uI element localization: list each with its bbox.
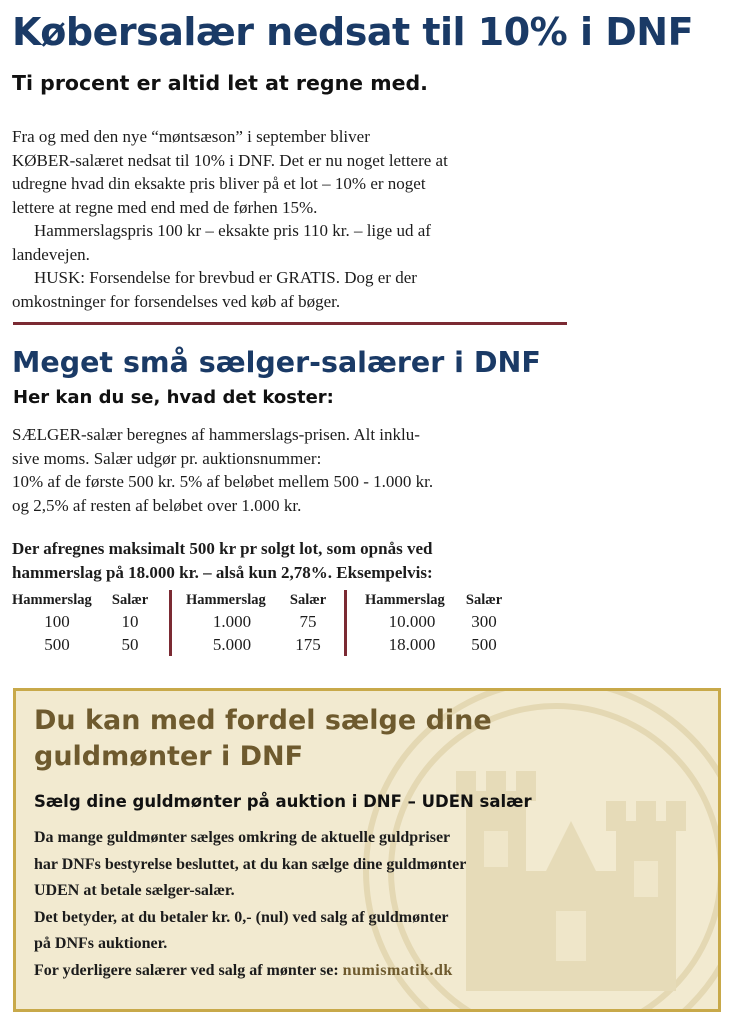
note-line: omkostninger for forsendelses ved køb af bøger. [12, 291, 341, 311]
body-line: på DNFs auktioner. [34, 935, 168, 952]
fee-table-group-3 [365, 590, 509, 656]
body-line: Da mange guldmønter sælges omkring de aktuelle guldpriser [34, 829, 451, 846]
bold-line: hammerslag på 18.000 kr. – alså kun 2,78%. Eksempelvis: [12, 563, 433, 582]
section2-body [12, 423, 532, 517]
section3-body [34, 825, 634, 984]
hammer-value: 500 [44, 635, 70, 654]
body-line: SÆLGER-salær beregnes af hammerslags-prisen. Alt inklu- [12, 425, 420, 444]
body-line: og 2,5% af resten af beløbet over 1.000 kr. [12, 495, 302, 515]
title-line: Du kan med fordel sælge dine [34, 705, 492, 736]
body-line: Fra og med den nye “møntsæson” i september bliver [12, 127, 370, 146]
hammer-value: 10.000 [388, 612, 436, 631]
fee-value: 50 [121, 635, 139, 654]
title-line: guldmønter i DNF [34, 741, 304, 772]
fee-value: 175 [295, 635, 321, 654]
fee-value: 300 [471, 612, 497, 631]
example-line: landevejen. [12, 244, 90, 264]
example-line: Hammerslagspris 100 kr – eksakte pris 110 kr. – lige ud af [34, 221, 431, 240]
col-salaer-header: Salær [289, 592, 327, 608]
body-line: udregne hvad din eksakte pris bliver på et lot – 10% er noget [12, 174, 426, 193]
body-line: sive moms. Salær udgør pr. auktionsnummer: [12, 448, 322, 468]
hammer-value: 1.000 [212, 612, 252, 631]
bold-line: Der afregnes maksimalt 500 kr pr solgt lot, som opnås ved [12, 539, 433, 558]
section1-subtitle: Ti procent er altid let at regne med. [12, 71, 428, 95]
fee-table-group-2 [186, 590, 338, 656]
gold-coin-box [13, 688, 721, 1012]
fee-value: 10 [121, 612, 139, 631]
table-row [365, 633, 509, 656]
body-line: lettere at regne med end med de førhen 15%. [12, 197, 318, 217]
numismatik-link[interactable]: numismatik.dk [342, 961, 453, 979]
table-row [186, 610, 338, 633]
section2-bold-note [12, 537, 532, 585]
body-line: KØBER-salæret nedsat til 10% i DNF. Det er nu noget lettere at [12, 150, 448, 170]
hammer-value: 100 [44, 612, 70, 631]
col-hammerslag-header: Hammerslag [365, 592, 445, 608]
hammer-value: 5.000 [212, 635, 252, 654]
table-separator [344, 590, 347, 656]
fee-value: 75 [299, 612, 317, 631]
body-line: UDEN at betale sælger-salær. [34, 882, 235, 899]
link-line [34, 958, 634, 985]
section1-title: Købersalær nedsat til 10% i DNF [12, 10, 694, 54]
section2-subtitle: Her kan du se, hvad det koster: [13, 387, 334, 408]
col-hammerslag-header: Hammerslag [186, 592, 266, 608]
fee-table-group-1 [12, 590, 158, 656]
section2-title: Meget små sælger-salærer i DNF [12, 346, 541, 379]
hammer-value: 18.000 [388, 635, 436, 654]
fee-value: 500 [471, 635, 497, 654]
table-separator [169, 590, 172, 656]
section-divider [13, 322, 567, 325]
body-line: 10% af de første 500 kr. 5% af beløbet mellem 500 - 1.000 kr. [12, 472, 434, 491]
section3-title [34, 703, 594, 775]
table-row [12, 633, 158, 656]
body-line: Det betyder, at du betaler kr. 0,- (nul) ved salg af guldmønter [34, 908, 449, 926]
table-row [365, 610, 509, 633]
section3-subtitle: Sælg dine guldmønter på auktion i DNF – UDEN salær [34, 792, 532, 811]
col-salaer-header: Salær [111, 592, 149, 608]
table-row [186, 633, 338, 656]
section1-body [12, 125, 532, 313]
body-line: har DNFs bestyrelse besluttet, at du kan sælge dine guldmønter [34, 855, 467, 873]
table-row [12, 610, 158, 633]
link-prefix: For yderligere salærer ved salg af mønter se: [34, 961, 339, 979]
note-line: HUSK: Forsendelse for brevbud er GRATIS. Dog er der [34, 268, 417, 287]
col-salaer-header: Salær [465, 592, 503, 608]
col-hammerslag-header: Hammerslag [12, 592, 92, 608]
